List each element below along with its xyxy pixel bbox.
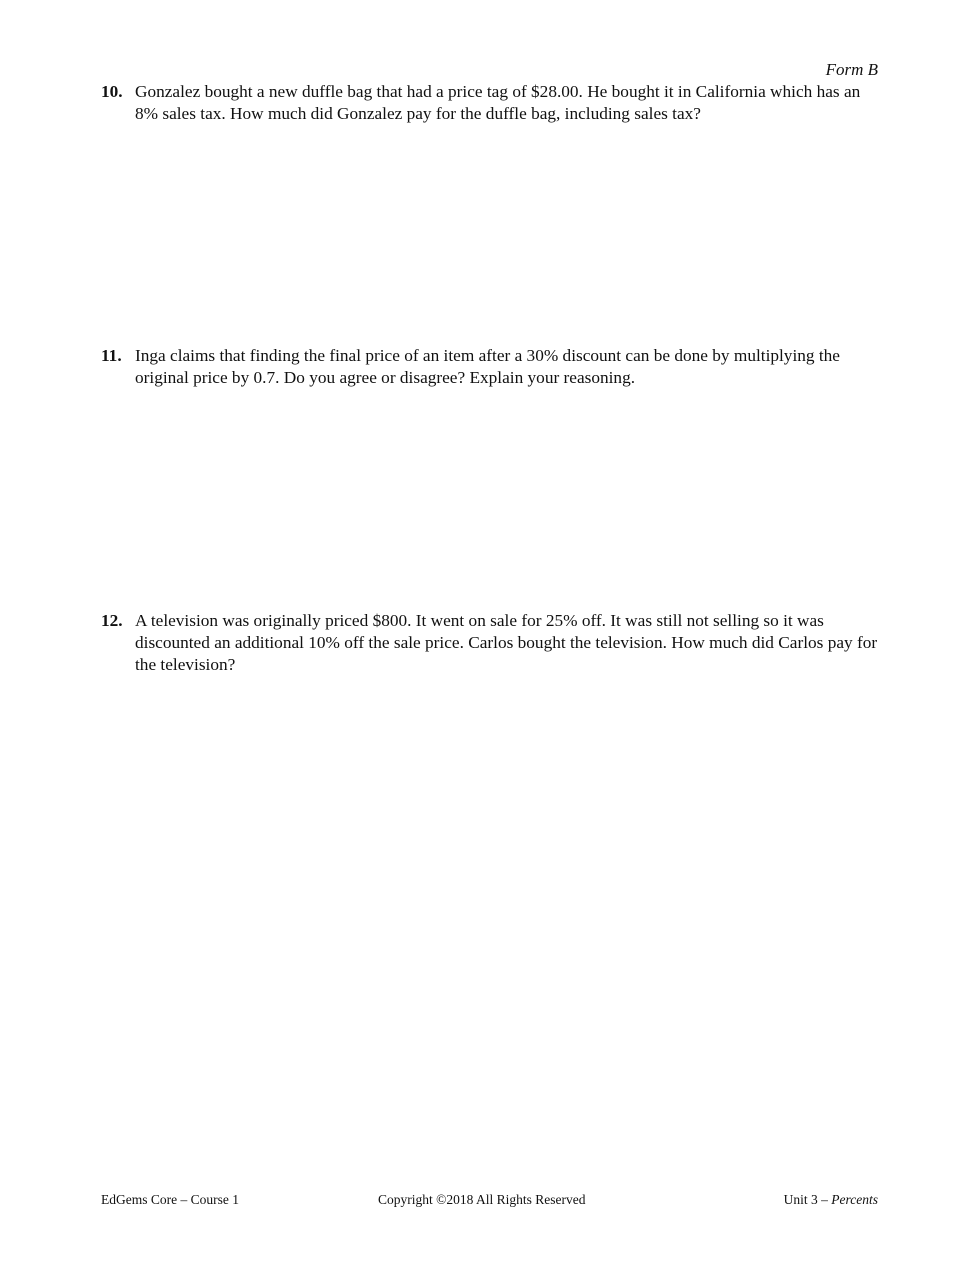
- footer-copyright: Copyright ©2018 All Rights Reserved: [378, 1192, 586, 1207]
- footer-unit-label: Unit 3 –: [783, 1192, 832, 1207]
- footer-course: EdGems Core – Course 1: [101, 1192, 239, 1207]
- footer-unit: [784, 1192, 878, 1208]
- question-text: A television was originally priced $800. It went on sale for 25% off. It was still not selling so it was discounted an additional 10% off the sale price. Carlos bought the television. How much did Carlos pay for the television?: [135, 611, 878, 674]
- form-label: Form B: [825, 60, 878, 79]
- question-text: Inga claims that finding the final price of an item after a 30% discount can be done by multiplying the original price by 0.7. Do you agree or disagree? Explain your reasoning.: [135, 346, 840, 387]
- question-10: [101, 81, 881, 125]
- question-number: 10.: [101, 82, 123, 101]
- footer-unit-topic: Percents: [831, 1192, 878, 1207]
- question-12: [101, 610, 881, 676]
- question-11: [101, 345, 881, 389]
- question-text: Gonzalez bought a new duffle bag that had a price tag of $28.00. He bought it in California which has an 8% sales tax. How much did Gonzalez pay for the duffle bag, including sales tax?: [135, 82, 861, 123]
- question-number: 12.: [101, 611, 123, 630]
- question-number: 11.: [101, 346, 122, 365]
